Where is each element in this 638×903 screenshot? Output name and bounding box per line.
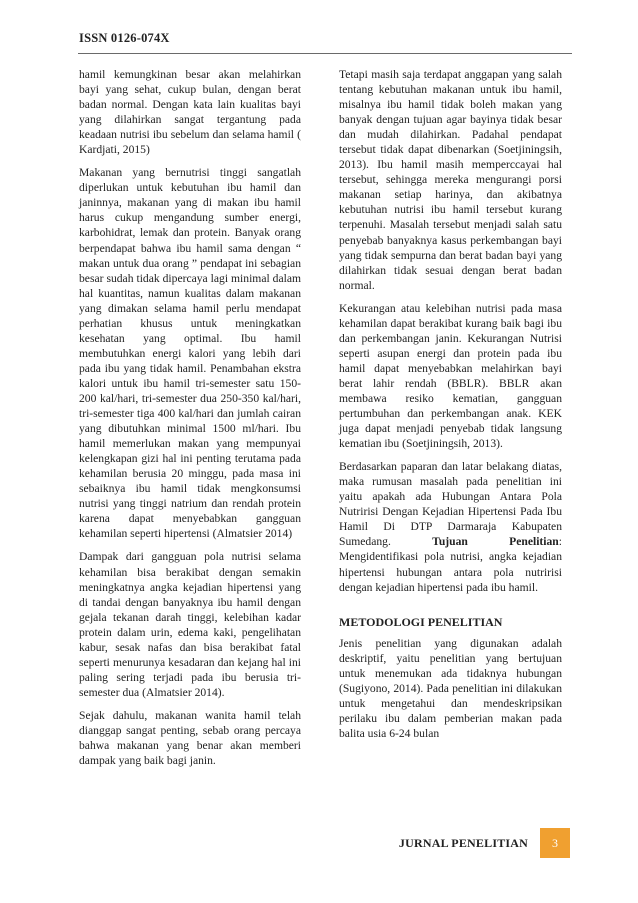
right-column <box>339 67 562 749</box>
header-rule <box>78 53 572 54</box>
paragraph: Makanan yang bernutrisi tinggi sangatlah diperlukan untuk kebutuhan ibu hamil dan janinnya, makanan yang di makan ibu hamil harus cukup mengandung sumber energi, karbohidrat, lemak dan protein. Banyak orang berpendapat bahwa ibu hamil sama dengan “ makan untuk dua orang ” pendapat ini sebagian besar sudah tidak dipercaya lagi minimal dalam hal kuantitas, namun kualitas dalam makanan yang dimakan selama hamil perlu mendapat perhatian khusus untuk meningkatkan kesehatan yang optimal. Ibu hamil membutuhkan energi kalori yang lebih dari pada ibu yang tidak hamil. Penambahan ekstra kalori untuk ibu hamil tri-semester satu 150-200 kal/hari, tri-semester dua 250-350 kal/hari, tri-semester tiga 400 kal/hari dan jumlah cairan yang dibutuhkan minimal 1500 ml/hari. Ibu hamil memerlukan makan yang mempunyai kelengkapan gizi hal ini penting terutama pada kehamilan berusia 20 minggu, pada masa ini sebaiknya ibu hamil tidak mengkonsumsi nutrisi yang tinggi natrium dan rendah protein karena dapat menyebabkan gangguan kehamilan seperti hipertensi (Almatsier 2014) <box>79 166 301 541</box>
left-column <box>79 67 301 776</box>
paragraph: Tetapi masih saja terdapat anggapan yang salah tentang kebutuhan makanan untuk ibu hamil, misalnya ibu hamil tidak boleh makan yang banyak dengan tujuan agar bayinya tidak besar dan mudah dilahirkan. Padahal pendapat tersebut tidak dapat dibenarkan (Soetjiningsih, 2013). Ibu hamil masih memperccayai hal tersebut, sehingga mereka mengurangi porsi makanan setiap harinya, dan akibatnya kebutuhan nutrisi ibu hamil tersebut kurang terpenuhi. Masalah tersebut menjadi salah satu penyebab banyaknya kasus perkembangan bayi yang tidak sempurna dan berat badan bayi yang dilahirkan tidak sesuai dengan berat badan normal. <box>339 68 562 292</box>
paragraph: hamil kemungkinan besar akan melahirkan bayi yang sehat, cukup bulan, dengan berat badan normal. Dengan kata lain kualitas bayi yang dilahirkan sangat tergantung pada keadaan nutrisi ibu sebelum dan selama hamil ( Kardjati, 2015) <box>79 68 301 157</box>
section-heading: METODOLOGI PENELITIAN <box>339 614 503 629</box>
issn-header: ISSN 0126-074X <box>79 31 170 45</box>
paragraph-text: : Mengidentifikasi pola nutrisi, angka kejadian hipertensi hubungan antara pola nutririsi dengan kejadian hipertensi pada ibu hamil. <box>339 535 562 594</box>
page-footer <box>399 828 570 858</box>
paragraph-text: Berdasarkan paparan dan latar belakang diatas, maka rumusan masalah pada penelitian ini yaitu apakah ada Hubungan Antara Pola Nutririsi Dengan Kejadian Hipertensi Pada Ibu Hamil Di DTP Darmaraja Kabupaten Sumedang. <box>339 460 562 549</box>
page-number: 3 <box>538 828 570 858</box>
paragraph: Sejak dahulu, makanan wanita hamil telah dianggap sangat penting, sebab orang percaya bahwa makanan yang benar akan memberi dampak yang baik bagi janin. <box>79 708 301 768</box>
paragraph: Dampak dari gangguan pola nutrisi selama kehamilan bisa berakibat dengan semakin meningkatnya angka kejadian hipertensi yang di tandai dengan banyaknya ibu hamil dengan gejala tekanan darah tinggi, kelebihan kadar protein dalam urin, edema kaki, pengelihatan kabur, sesak nafas dan bisa berakibat fatal seperti menurunya kesadaran dan kejang hal ini paling sering terjadi pada ibu berusia tri-semester dua (Almatsier 2014). <box>79 550 301 699</box>
research-aim-label: Tujuan Penelitian <box>432 535 559 549</box>
research-aim-paragraph <box>339 459 562 594</box>
paragraph: Jenis penelitian yang digunakan adalah deskriptif, yaitu penelitian yang bertujuan untuk menemukan ada tidaknya hubungan (Sugiyono, 2014). Pada penelitian ini dilakukan untuk mengetahui dan mendeskripsikan perilaku ibu dalam pemberian makan pada balita usia 6-24 bulan <box>339 636 562 740</box>
journal-name: JURNAL PENELITIAN <box>398 835 528 850</box>
paragraph: Kekurangan atau kelebihan nutrisi pada masa kehamilan dapat berakibat kurang baik bagi ibu dan perkembangan janin. Kekurangan Nutrisi seperti asupan energi dan protein pada ibu hamil dapat menyebabkan melahirkan bayi berat lahir rendah (BBLR). BBLR akan membawa resiko kematian, gangguan pertumbuhan dan perkembangan anak. KEK juga dapat menjadi penyebab tidak langsung kematian ibu (Soetjiningsih, 2013). <box>339 301 562 451</box>
